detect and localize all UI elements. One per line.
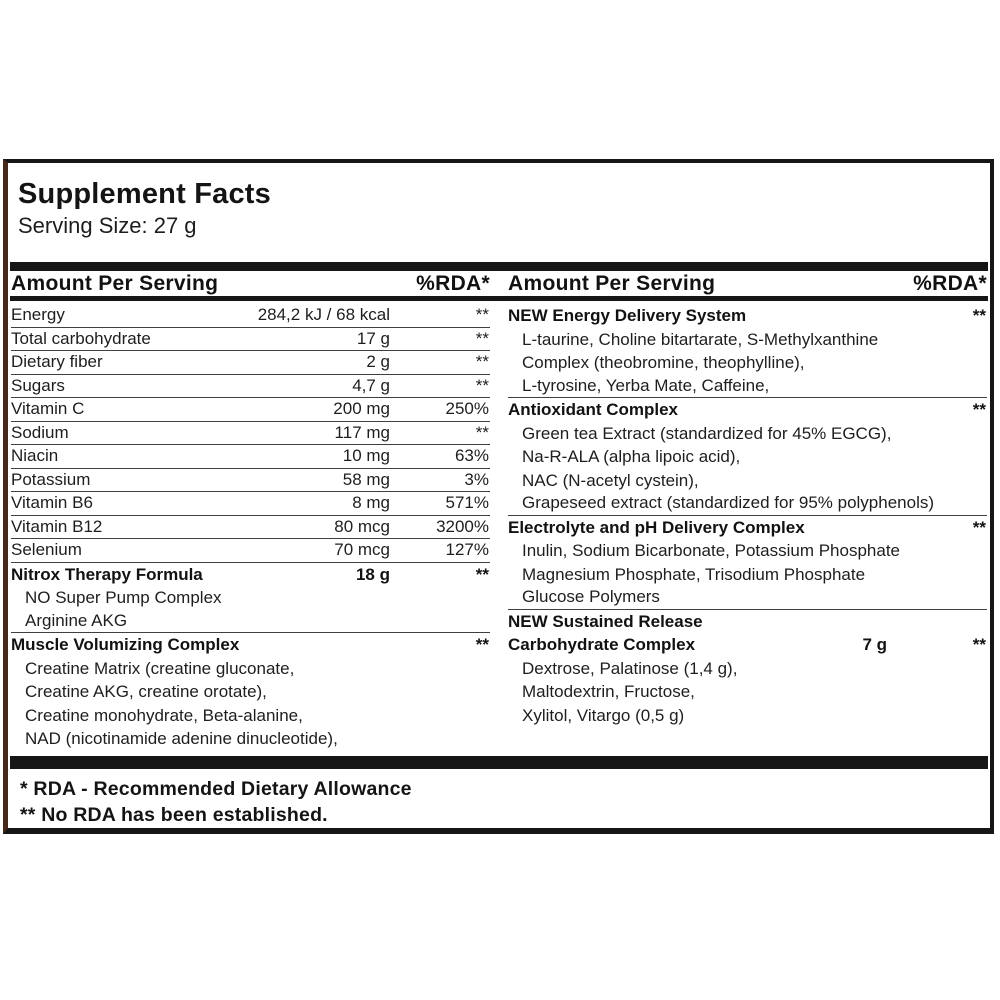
ingredient-label: Vitamin B6 xyxy=(11,493,93,512)
ingredient-amount: 80 mcg xyxy=(334,516,390,536)
ingredient-label: Muscle Volumizing Complex xyxy=(11,635,240,654)
ingredient-label: Complex (theobromine, theophylline), xyxy=(522,353,805,372)
table-row xyxy=(11,351,490,375)
ingredient-rda: 571% xyxy=(445,493,489,512)
column-headers xyxy=(8,271,990,296)
ingredient-label: Maltodextrin, Fructose, xyxy=(522,682,695,701)
rda-header: %RDA* xyxy=(416,272,490,295)
table-row xyxy=(508,422,987,446)
ingredient-amount: 70 mcg xyxy=(334,540,390,559)
header-underline-bar xyxy=(10,296,988,301)
footnote-no-rda: ** No RDA has been established. xyxy=(20,803,328,826)
table-row xyxy=(508,633,987,657)
table-row xyxy=(11,563,490,587)
ingredient-label: Sodium xyxy=(11,422,69,442)
ingredient-rda: ** xyxy=(972,517,986,537)
table-row xyxy=(508,704,987,728)
ingredient-label: Magnesium Phosphate, Trisodium Phosphate xyxy=(522,564,866,584)
ingredient-label: Creatine monohydrate, Beta-alanine, xyxy=(25,705,303,725)
ingredient-rda: ** xyxy=(475,422,489,442)
ingredient-label: Dextrose, Palatinose (1,4 g), xyxy=(522,658,738,678)
ingredient-label: NAC (N-acetyl cystein), xyxy=(522,470,699,490)
ingredient-amount: 58 mg xyxy=(342,469,390,489)
facts-body xyxy=(8,304,990,751)
ingredient-rda: ** xyxy=(475,564,489,584)
table-row xyxy=(11,586,490,610)
separator-bar-top xyxy=(10,262,988,271)
table-row xyxy=(508,304,987,328)
table-row xyxy=(11,680,490,704)
ingredient-label: Vitamin C xyxy=(11,399,85,418)
ingredient-rda: 63% xyxy=(454,446,489,465)
table-row xyxy=(11,328,490,352)
ingredient-label: Glucose Polymers xyxy=(522,587,660,606)
supplement-facts-label xyxy=(3,159,994,834)
ingredient-amount: 4,7 g xyxy=(352,375,390,395)
footnotes xyxy=(20,776,990,828)
column-header-right xyxy=(508,271,987,296)
ingredient-label: NO Super Pump Complex xyxy=(25,588,222,607)
ingredient-amount: 7 g xyxy=(862,635,887,654)
ingredient-amount: 17 g xyxy=(356,328,390,348)
ingredient-label: Antioxidant Complex xyxy=(508,400,679,419)
ingredient-label: Inulin, Sodium Bicarbonate, Potassium Phosphate xyxy=(522,541,901,560)
ingredient-label: Selenium xyxy=(11,540,82,559)
ingredient-rda: ** xyxy=(475,305,489,324)
ingredient-rda: ** xyxy=(972,400,986,419)
table-row xyxy=(11,610,490,634)
ingredient-label: Xylitol, Vitargo (0,5 g) xyxy=(522,705,685,725)
footnote-rda-definition: * RDA - Recommended Dietary Allowance xyxy=(20,777,412,800)
amount-per-serving-header: Amount Per Serving xyxy=(11,272,219,295)
table-row xyxy=(11,539,490,563)
ingredient-rda: ** xyxy=(972,635,986,654)
table-row xyxy=(11,633,490,657)
table-row xyxy=(508,539,987,563)
column-header-left xyxy=(11,271,490,296)
table-row xyxy=(508,328,987,352)
column-left xyxy=(11,304,490,751)
ingredient-rda: ** xyxy=(972,306,986,325)
ingredient-label: Na-R-ALA (alpha lipoic acid), xyxy=(522,447,741,466)
ingredient-label: NEW Sustained Release xyxy=(508,611,703,631)
ingredient-label: Dietary fiber xyxy=(11,352,103,371)
table-row xyxy=(11,304,490,328)
ingredient-label: Vitamin B12 xyxy=(11,516,103,536)
ingredient-label: Creatine Matrix (creatine gluconate, xyxy=(25,658,295,678)
ingredient-rda: ** xyxy=(475,328,489,348)
table-row xyxy=(11,469,490,493)
table-row xyxy=(11,445,490,469)
ingredient-rda: ** xyxy=(475,375,489,395)
table-row xyxy=(508,445,987,469)
column-right xyxy=(508,304,987,751)
facts-title: Supplement Facts xyxy=(18,178,271,210)
table-row xyxy=(11,492,490,516)
ingredient-label: Sugars xyxy=(11,375,65,395)
ingredient-label: Arginine AKG xyxy=(25,610,128,630)
ingredient-label: Potassium xyxy=(11,469,91,489)
table-row xyxy=(508,657,987,681)
ingredient-rda: ** xyxy=(475,635,489,654)
table-row xyxy=(508,469,987,493)
table-row xyxy=(11,422,490,446)
ingredient-label: Energy xyxy=(11,305,65,324)
ingredient-amount: 284,2 kJ / 68 kcal xyxy=(257,305,390,324)
table-row xyxy=(11,375,490,399)
ingredient-label: Niacin xyxy=(11,446,59,465)
table-row xyxy=(11,516,490,540)
table-row xyxy=(508,563,987,587)
table-row xyxy=(11,727,490,751)
ingredient-amount: 8 mg xyxy=(352,493,390,512)
ingredient-amount: 18 g xyxy=(355,564,390,584)
ingredient-label: L-tyrosine, Yerba Mate, Caffeine, xyxy=(522,375,770,395)
ingredient-label: NEW Energy Delivery System xyxy=(508,306,747,325)
table-row xyxy=(508,375,987,399)
ingredient-rda: 250% xyxy=(445,399,489,418)
ingredient-rda: 3200% xyxy=(436,516,489,536)
ingredient-amount: 117 mg xyxy=(334,422,390,442)
ingredient-label: L-taurine, Choline bitartarate, S-Methylxanthine xyxy=(522,329,879,349)
ingredient-label: Total carbohydrate xyxy=(11,328,151,348)
table-row xyxy=(508,680,987,704)
table-row xyxy=(508,351,987,375)
ingredient-rda: 127% xyxy=(445,540,489,559)
amount-per-serving-header: Amount Per Serving xyxy=(508,272,716,295)
table-row xyxy=(508,492,987,516)
table-row xyxy=(508,586,987,610)
table-row xyxy=(508,610,987,634)
table-row xyxy=(508,516,987,540)
table-row xyxy=(11,398,490,422)
table-row xyxy=(11,657,490,681)
rda-header: %RDA* xyxy=(913,272,987,295)
ingredient-label: Grapeseed extract (standardized for 95% polyphenols) xyxy=(522,493,935,512)
ingredient-label: Creatine AKG, creatine orotate), xyxy=(25,682,267,701)
ingredient-label: NAD (nicotinamide adenine dinucleotide), xyxy=(25,729,338,748)
ingredient-label: Carbohydrate Complex xyxy=(508,635,696,654)
ingredient-amount: 2 g xyxy=(366,352,390,371)
ingredient-amount: 200 mg xyxy=(333,399,390,418)
ingredient-rda: ** xyxy=(475,352,489,371)
ingredient-label: Nitrox Therapy Formula xyxy=(11,564,203,584)
ingredient-amount: 10 mg xyxy=(342,446,390,465)
table-row xyxy=(508,398,987,422)
table-row xyxy=(11,704,490,728)
serving-size: Serving Size: 27 g xyxy=(18,213,197,238)
ingredient-label: Green tea Extract (standardized for 45% EGCG), xyxy=(522,423,892,443)
separator-bar-bottom xyxy=(10,756,988,769)
ingredient-label: Electrolyte and pH Delivery Complex xyxy=(508,517,805,537)
ingredient-rda: 3% xyxy=(464,469,489,489)
